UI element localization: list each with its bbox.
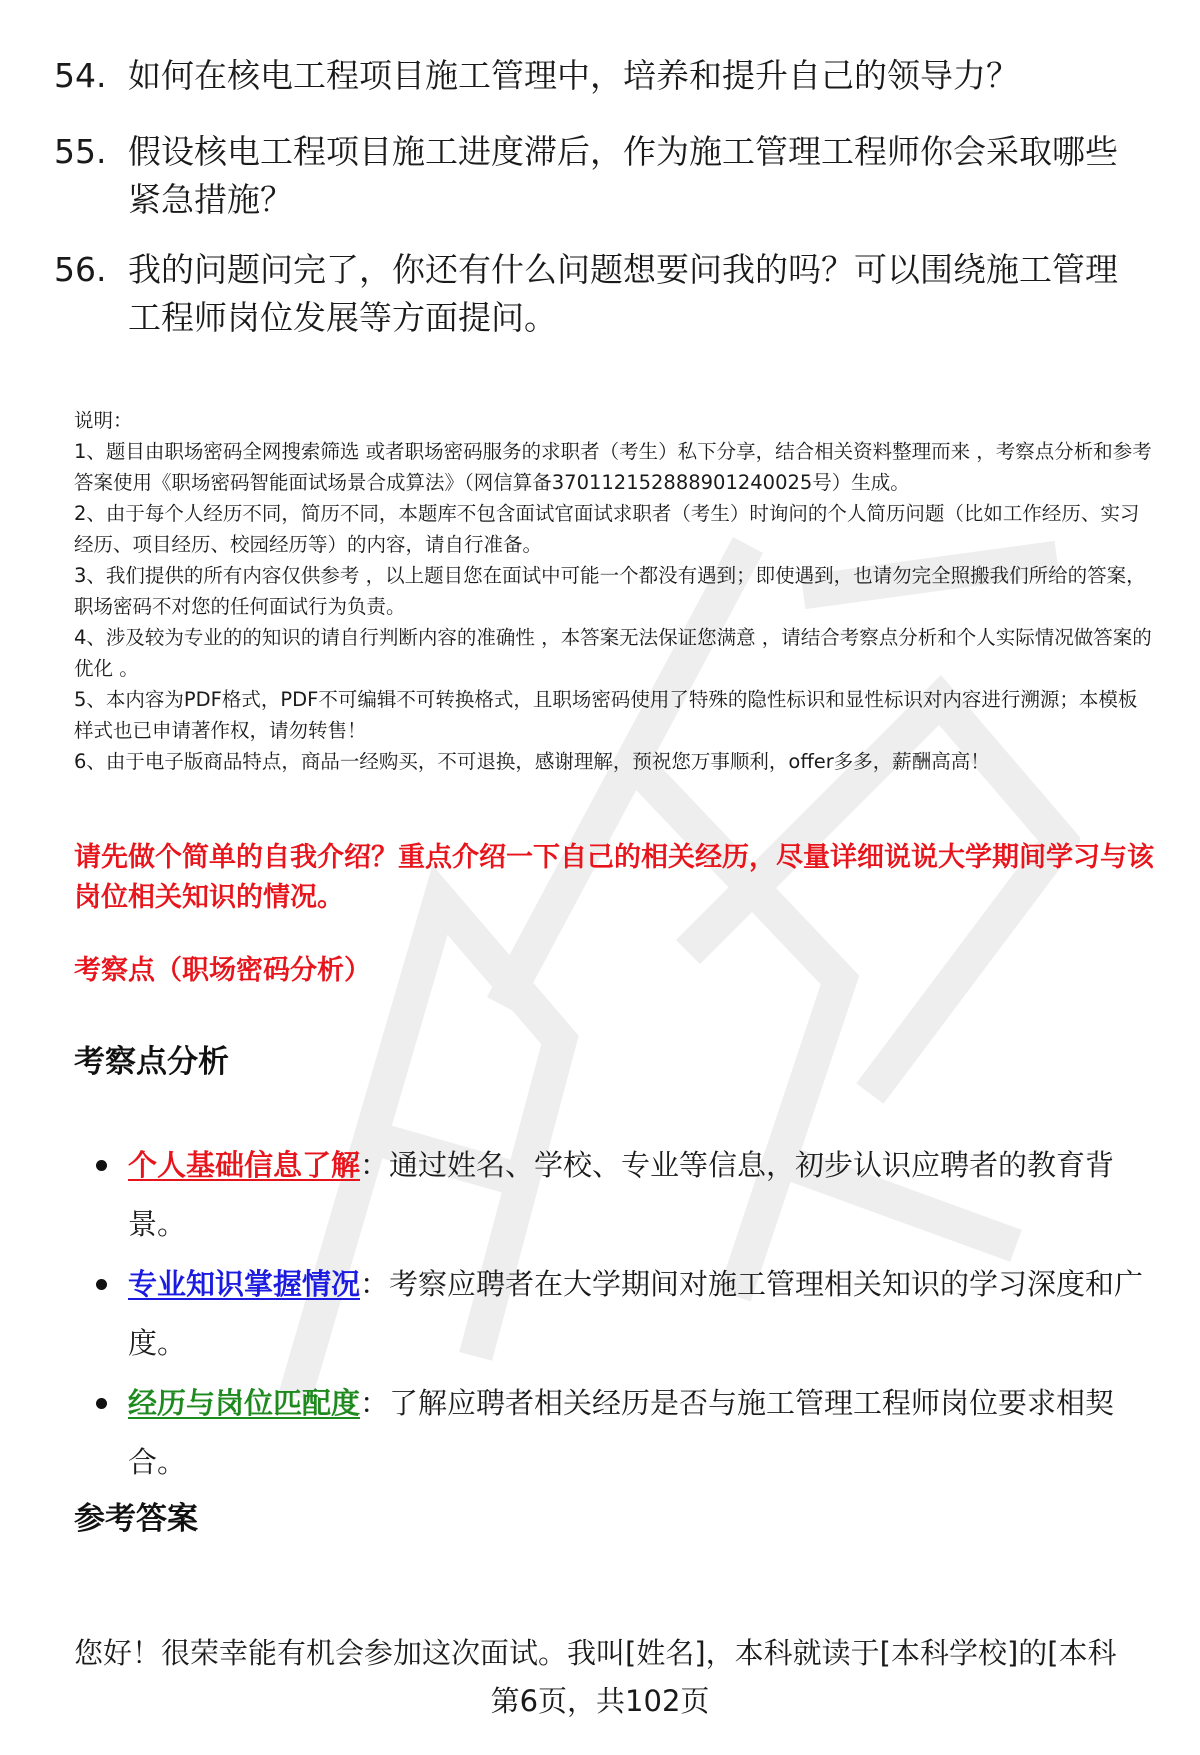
analysis-label: 考察点（职场密码分析） xyxy=(74,955,371,986)
interview-question: 请先做个简单的自我介绍？重点介绍一下自己的相关经历，尽量详细说说大学期间学习与该岗位相关知识的情况。 xyxy=(74,842,1154,913)
note-item: 1、题目由职场密码全网搜索筛选 或者职场密码服务的求职者（考生）私下分享，结合相关资料整理而来 ，考察点分析和参考答案使用《职场密码智能面试场景合成算法》（网信算备370112152888901240025号）生成。 xyxy=(74,440,1152,494)
point-key: 个人基础信息了解 xyxy=(128,1148,361,1182)
point-text: 通过姓名、学校、专业等信息，初步认识应聘者的教育背景。 xyxy=(128,1148,1115,1241)
reference-heading: 参考答案 xyxy=(74,1501,198,1537)
page-number: 第6页，共102页 xyxy=(490,1684,710,1718)
notes-heading: 说明： xyxy=(74,409,133,432)
note-item: 2、由于每个人经历不同，简历不同，本题库不包含面试官面试求职者（考生）时询问的个人简历问题（比如工作经历、实习经历、项目经历、校园经历等）的内容，请自行准备。 xyxy=(74,502,1140,556)
question-number: 56. xyxy=(54,250,107,289)
question-number: 55. xyxy=(54,132,107,171)
question-55 xyxy=(54,128,1144,224)
bullet-icon xyxy=(96,1279,107,1290)
point-separator: ： xyxy=(360,1148,390,1182)
reference-answer-text: 您好！很荣幸能有机会参加这次面试。我叫[姓名]，本科就读于[本科学校]的[本科 xyxy=(74,1636,1117,1670)
point-key: 经历与岗位匹配度 xyxy=(128,1386,361,1420)
question-text: 我的问题问完了，你还有什么问题想要问我的吗？可以围绕施工管理工程师岗位发展等方面提问。 xyxy=(128,250,1118,337)
analysis-point xyxy=(96,1136,1156,1254)
question-56 xyxy=(54,246,1144,342)
point-key: 专业知识掌握情况 xyxy=(128,1267,361,1301)
note-item: 4、涉及较为专业的的知识的请自行判断内容的准确性 ，本答案无法保证您满意 ，请结合考察点分析和个人实际情况做答案的优化 。 xyxy=(74,626,1152,680)
question-number: 54. xyxy=(54,56,107,95)
note-item: 6、由于电子版商品特点，商品一经购买，不可退换，感谢理解，预祝您万事顺利，offer多多，薪酬高高！ xyxy=(74,750,990,773)
question-text: 如何在核电工程项目施工管理中，培养和提升自己的领导力？ xyxy=(128,56,1019,95)
note-item: 5、本内容为PDF格式，PDF不可编辑不可转换格式，且职场密码使用了特殊的隐性标识和显性标识对内容进行溯源；本模板样式也已申请著作权，请勿转售！ xyxy=(74,688,1138,742)
analysis-heading: 考察点分析 xyxy=(74,1044,229,1080)
bullet-icon xyxy=(96,1398,107,1409)
disclaimer-notes xyxy=(74,405,1154,777)
point-text: 考察应聘者在大学期间对施工管理相关知识的学习深度和广度。 xyxy=(128,1267,1144,1360)
question-54 xyxy=(54,52,1144,100)
point-text: 了解应聘者相关经历是否与施工管理工程师岗位要求相契合。 xyxy=(128,1386,1115,1479)
question-text: 假设核电工程项目施工进度滞后，作为施工管理工程师你会采取哪些紧急措施？ xyxy=(128,132,1118,219)
analysis-point xyxy=(96,1374,1156,1492)
analysis-points xyxy=(96,1136,1156,1493)
point-separator: ： xyxy=(360,1386,390,1420)
point-separator: ： xyxy=(360,1267,390,1301)
analysis-point xyxy=(96,1255,1156,1373)
note-item: 3、我们提供的所有内容仅供参考 ，以上题目您在面试中可能一个都没有遇到；即使遇到，也请勿完全照搬我们所给的答案，职场密码不对您的任何面试行为负责。 xyxy=(74,564,1146,618)
bullet-icon xyxy=(96,1160,107,1171)
